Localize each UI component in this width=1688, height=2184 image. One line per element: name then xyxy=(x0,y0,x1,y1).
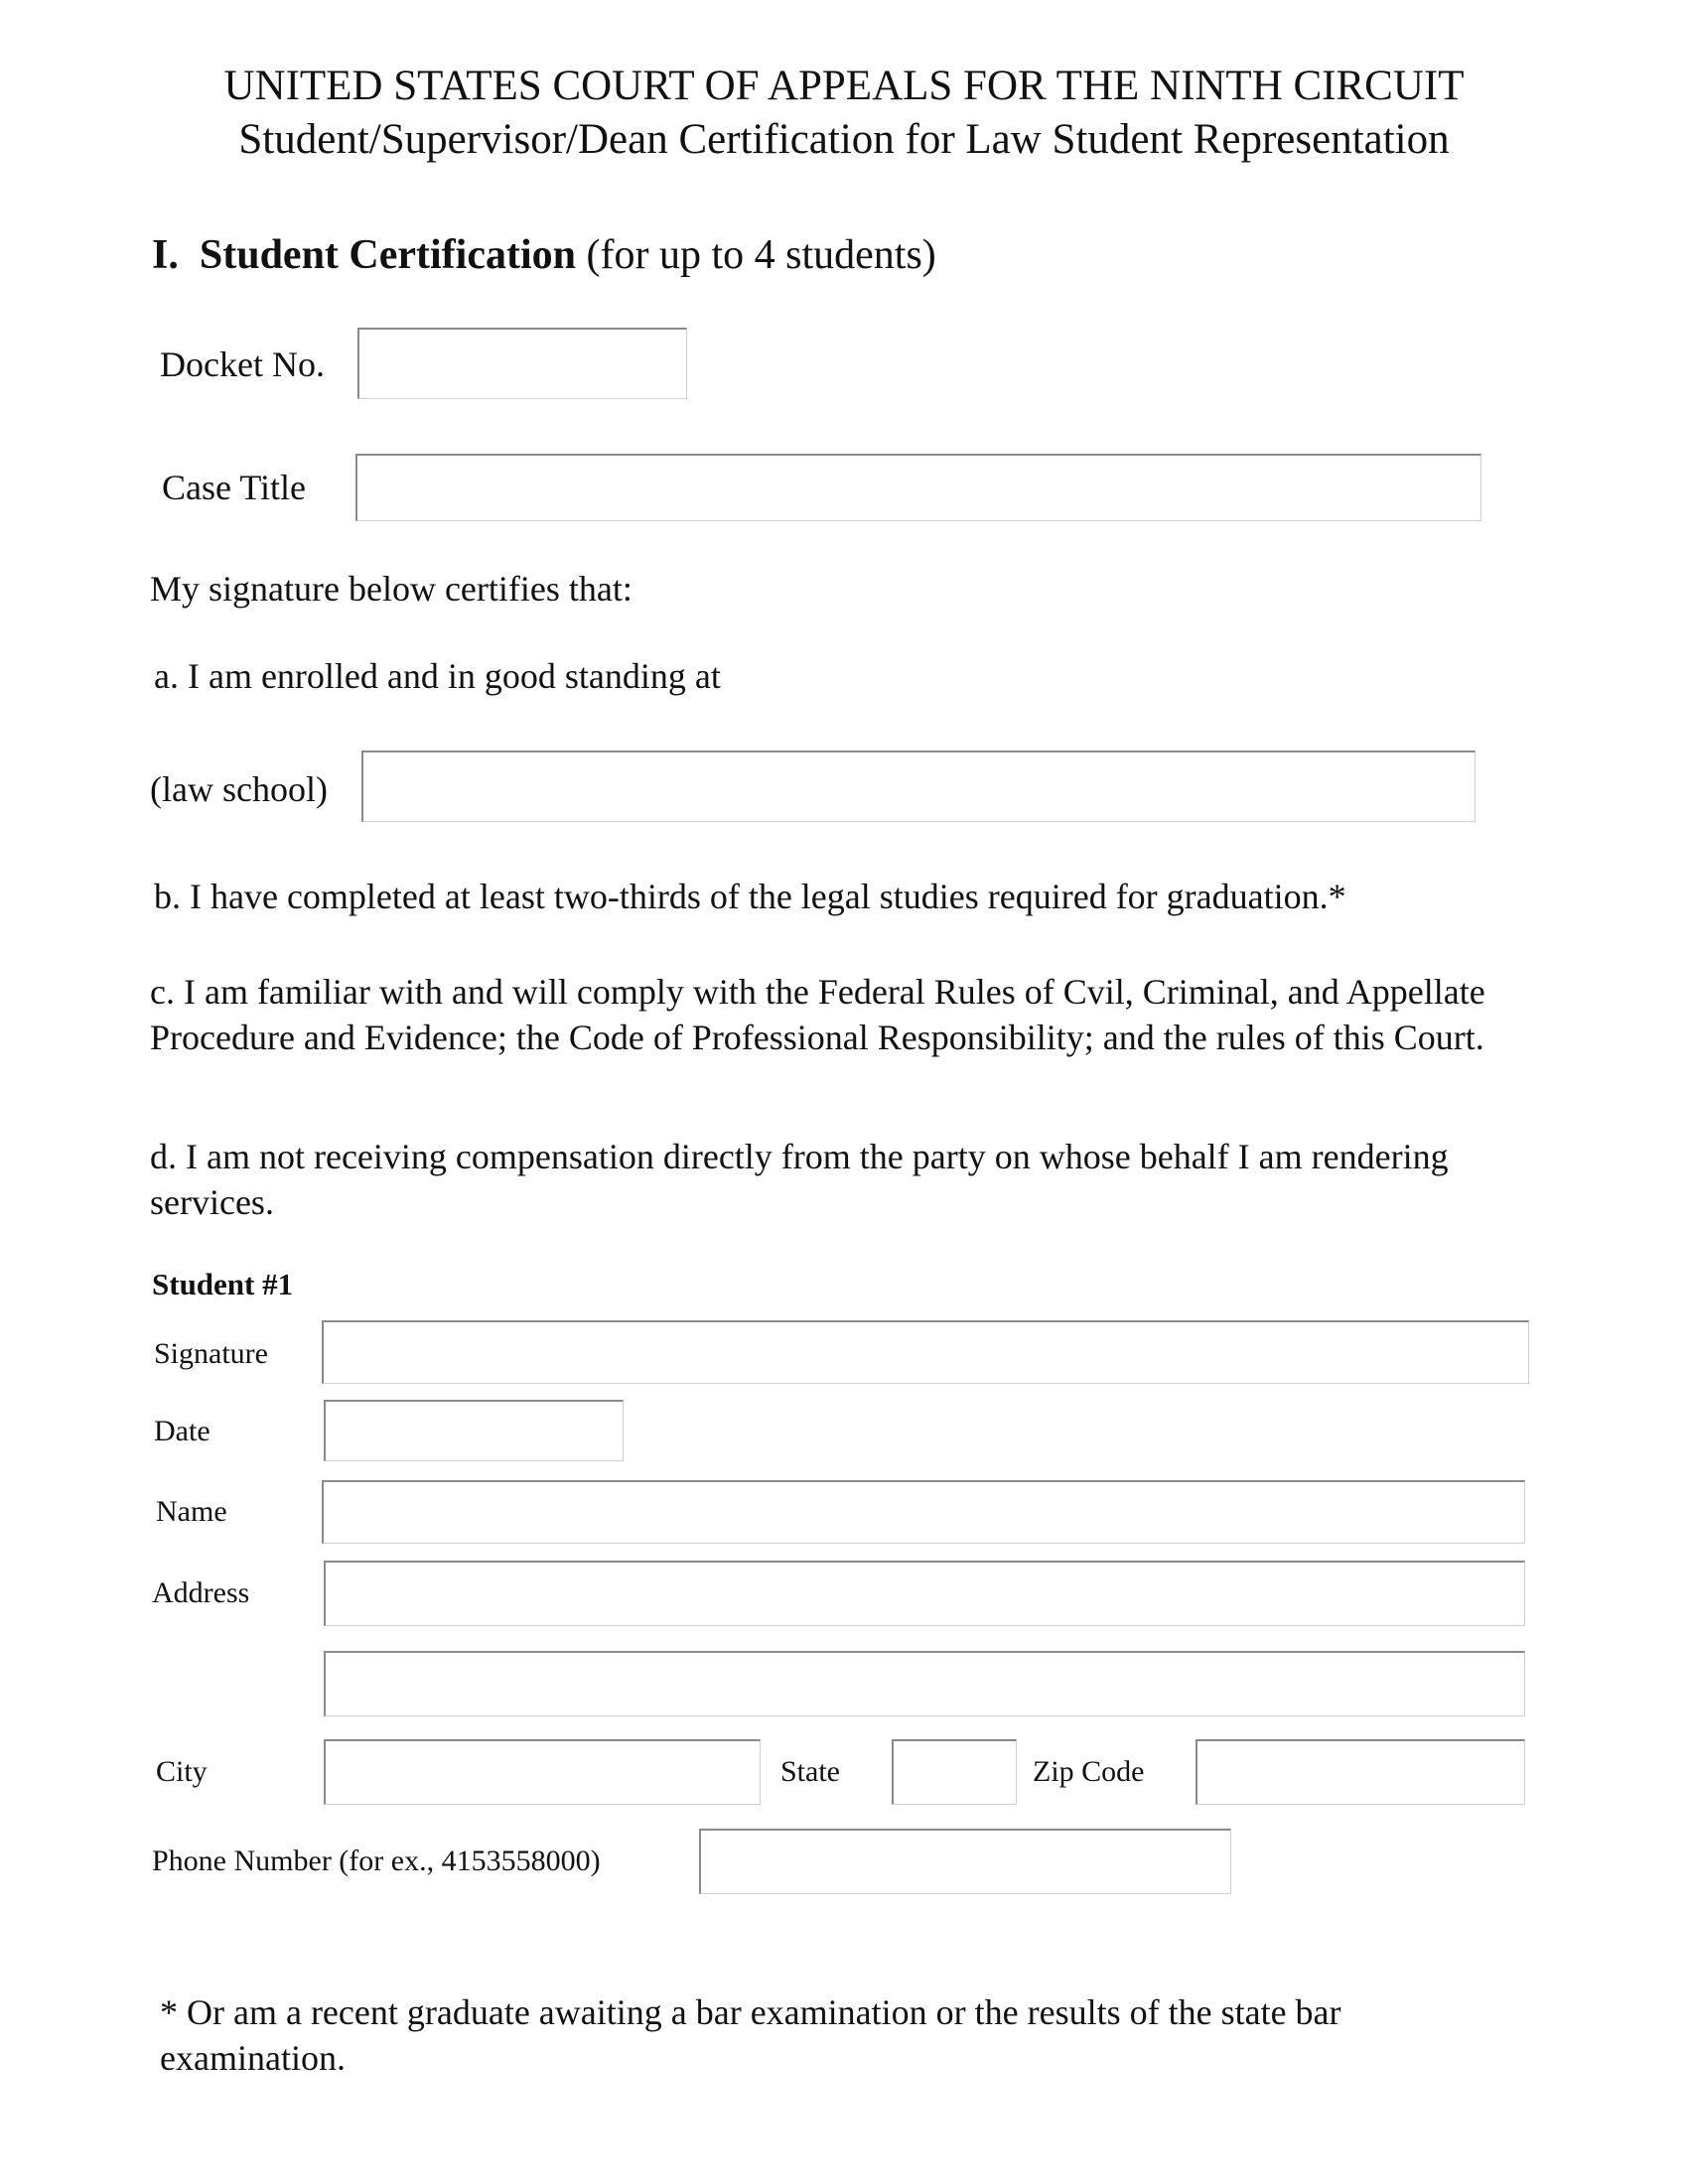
signature-label: Signature xyxy=(154,1337,268,1370)
section-subtitle: (for up to 4 students) xyxy=(586,232,936,278)
law-school-input[interactable] xyxy=(361,751,1476,822)
section-number: I. xyxy=(152,232,179,278)
date-label: Date xyxy=(154,1415,211,1447)
docket-label: Docket No. xyxy=(160,344,325,384)
address-line-2-input[interactable] xyxy=(324,1651,1525,1716)
docket-input[interactable] xyxy=(357,328,687,399)
certification-intro: My signature below certifies that: xyxy=(150,569,633,609)
footnote: * Or am a recent graduate awaiting a bar examination or the results of the state bar examination. xyxy=(160,1992,1341,2078)
zip-code-label: Zip Code xyxy=(1033,1755,1145,1788)
phone-label: Phone Number (for ex., 4153558000) xyxy=(152,1844,601,1877)
section-heading xyxy=(152,231,936,279)
zip-code-input[interactable] xyxy=(1196,1739,1525,1805)
city-label: City xyxy=(156,1755,208,1788)
state-label: State xyxy=(780,1755,840,1788)
city-input[interactable] xyxy=(324,1739,761,1805)
certification-b: b. I have completed at least two-thirds of the legal studies required for graduation.* xyxy=(154,877,1346,916)
address-line-1-input[interactable] xyxy=(324,1561,1525,1626)
section-title: Student Certification xyxy=(199,232,576,278)
signature-input[interactable] xyxy=(322,1320,1529,1384)
law-school-label: (law school) xyxy=(150,769,328,809)
student-1-heading: Student #1 xyxy=(152,1267,294,1301)
state-input[interactable] xyxy=(892,1739,1017,1805)
name-label: Name xyxy=(156,1495,227,1528)
case-title-label: Case Title xyxy=(162,468,307,507)
certification-c: c. I am familiar with and will comply with the Federal Rules of Cvil, Criminal, and Appellate Procedure and Evidence; the Code of Professional Responsibility; and the rules of this Court. xyxy=(150,972,1485,1057)
form-title: Student/Supervisor/Dean Certification for Law Student Representation xyxy=(238,116,1450,163)
phone-input[interactable] xyxy=(699,1829,1231,1894)
certification-a: a. I am enrolled and in good standing at xyxy=(154,656,721,696)
case-title-input[interactable] xyxy=(355,454,1481,521)
date-input[interactable] xyxy=(324,1400,624,1461)
address-label: Address xyxy=(152,1576,250,1609)
certification-d: d. I am not receiving compensation directly from the party on whose behalf I am rendering services. xyxy=(150,1137,1449,1222)
name-input[interactable] xyxy=(322,1480,1525,1544)
court-name: UNITED STATES COURT OF APPEALS FOR THE NINTH CIRCUIT xyxy=(223,63,1465,109)
